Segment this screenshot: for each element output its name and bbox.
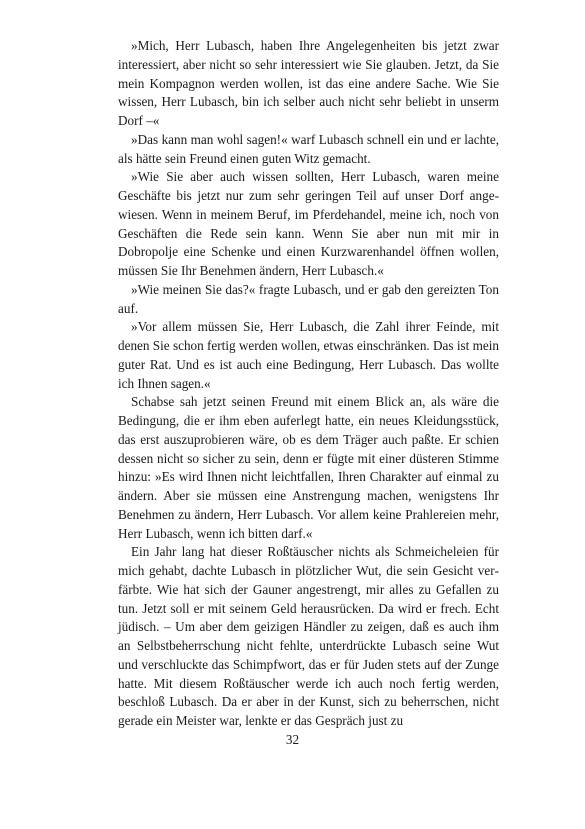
- page-number: 32: [285, 732, 300, 747]
- paragraph-4: »Wie meinen Sie das?« fragte Lubasch, und er gab den gereizten Ton auf.: [118, 281, 499, 316]
- body-text: [118, 37, 499, 731]
- paragraph-6: Schabse sah jetzt seinen Freund mit einem Blick an, als wäre die Bedingung, die er ihm eben auferlegt hatte, ein neues Kleidungsstück, das erst auszuprobieren wäre, ob es dem Träger auch paßte. Er schien dessen nicht so sicher zu sein, denn er fügte mit einer düsteren Stimme hinzu: »Es wird Ihnen nicht leichtfallen, Ihren Charakter auf einmal zu ändern. Aber sie müssen eine Anstrengung machen, wenigstens Ihr Benehmen zu ändern, Herr Lubasch. Vor allem keine Prahlereien mehr, Herr Lubasch, wenn ich bitten darf.«: [118, 394, 499, 541]
- paragraph-3: »Wie Sie aber auch wissen sollten, Herr Lubasch, waren meine Geschäfte bis jetzt nur zum sehr geringen Teil auf unser Dorf angewiesen. Wenn in meinem Beruf, im Pferdehandel, meine ich, noch von Geschäften die Rede sein kann. Wenn Sie aber nun mit mir in Dobropolje eine Schenke und einen Kurzwarenhandel öffnen wollen, müssen Sie Ihr Benehmen ändern, Herr Lubasch.«: [118, 169, 499, 278]
- paragraph-5: »Vor allem müssen Sie, Herr Lubasch, die Zahl ihrer Feinde, mit denen Sie schon fertig werden wollen, etwas einschränken. Das ist mein guter Rat. Und es ist auch eine Bedingung, Herr Lubasch. Das wollte ich Ihnen sagen.«: [118, 319, 499, 391]
- paragraph-2: »Das kann man wohl sagen!« warf Lubasch schnell ein und er lachte, als hätte sein Freund einen guten Witz gemacht.: [118, 131, 499, 166]
- paragraph-1: »Mich, Herr Lubasch, haben Ihre Angelegenheiten bis jetzt zwar interessiert, aber nicht so sehr interessiert wie Sie glauben. Jetzt, da Sie mein Kompagnon werden wollen, ist das eine andere Sache. Wie Sie wissen, Herr Lubasch, bin ich selber auch nicht sehr beliebt in unserm Dorf –«: [118, 38, 499, 128]
- paragraph-7: Ein Jahr lang hat dieser Roßtäuscher nichts als Schmeicheleien für mich gehabt, dachte Lubasch in plötzlicher Wut, die sein Gesicht verfärbte. Wie hat sich der Gauner angestrengt, mir alles zu Gefallen zu tun. Jetzt soll er mit seinem Geld herausrücken. Da wird er frech. Echt jüdisch. – Um aber dem geizigen Händler zu zeigen, daß es auch ihm an Selbstbeherrschung nicht fehlte, unterdrückte Lubasch seine Wut und verschluckte das Schimpfwort, das er für Juden stets auf der Zunge hatte. Mit diesem Roßtäuscher werde ich auch noch fertig werden, beschloß Lubasch. Da er aber in der Kunst, sich zu beherrschen, nicht gerade ein Meister war, lenkte er das Gespräch just zu: [118, 544, 499, 728]
